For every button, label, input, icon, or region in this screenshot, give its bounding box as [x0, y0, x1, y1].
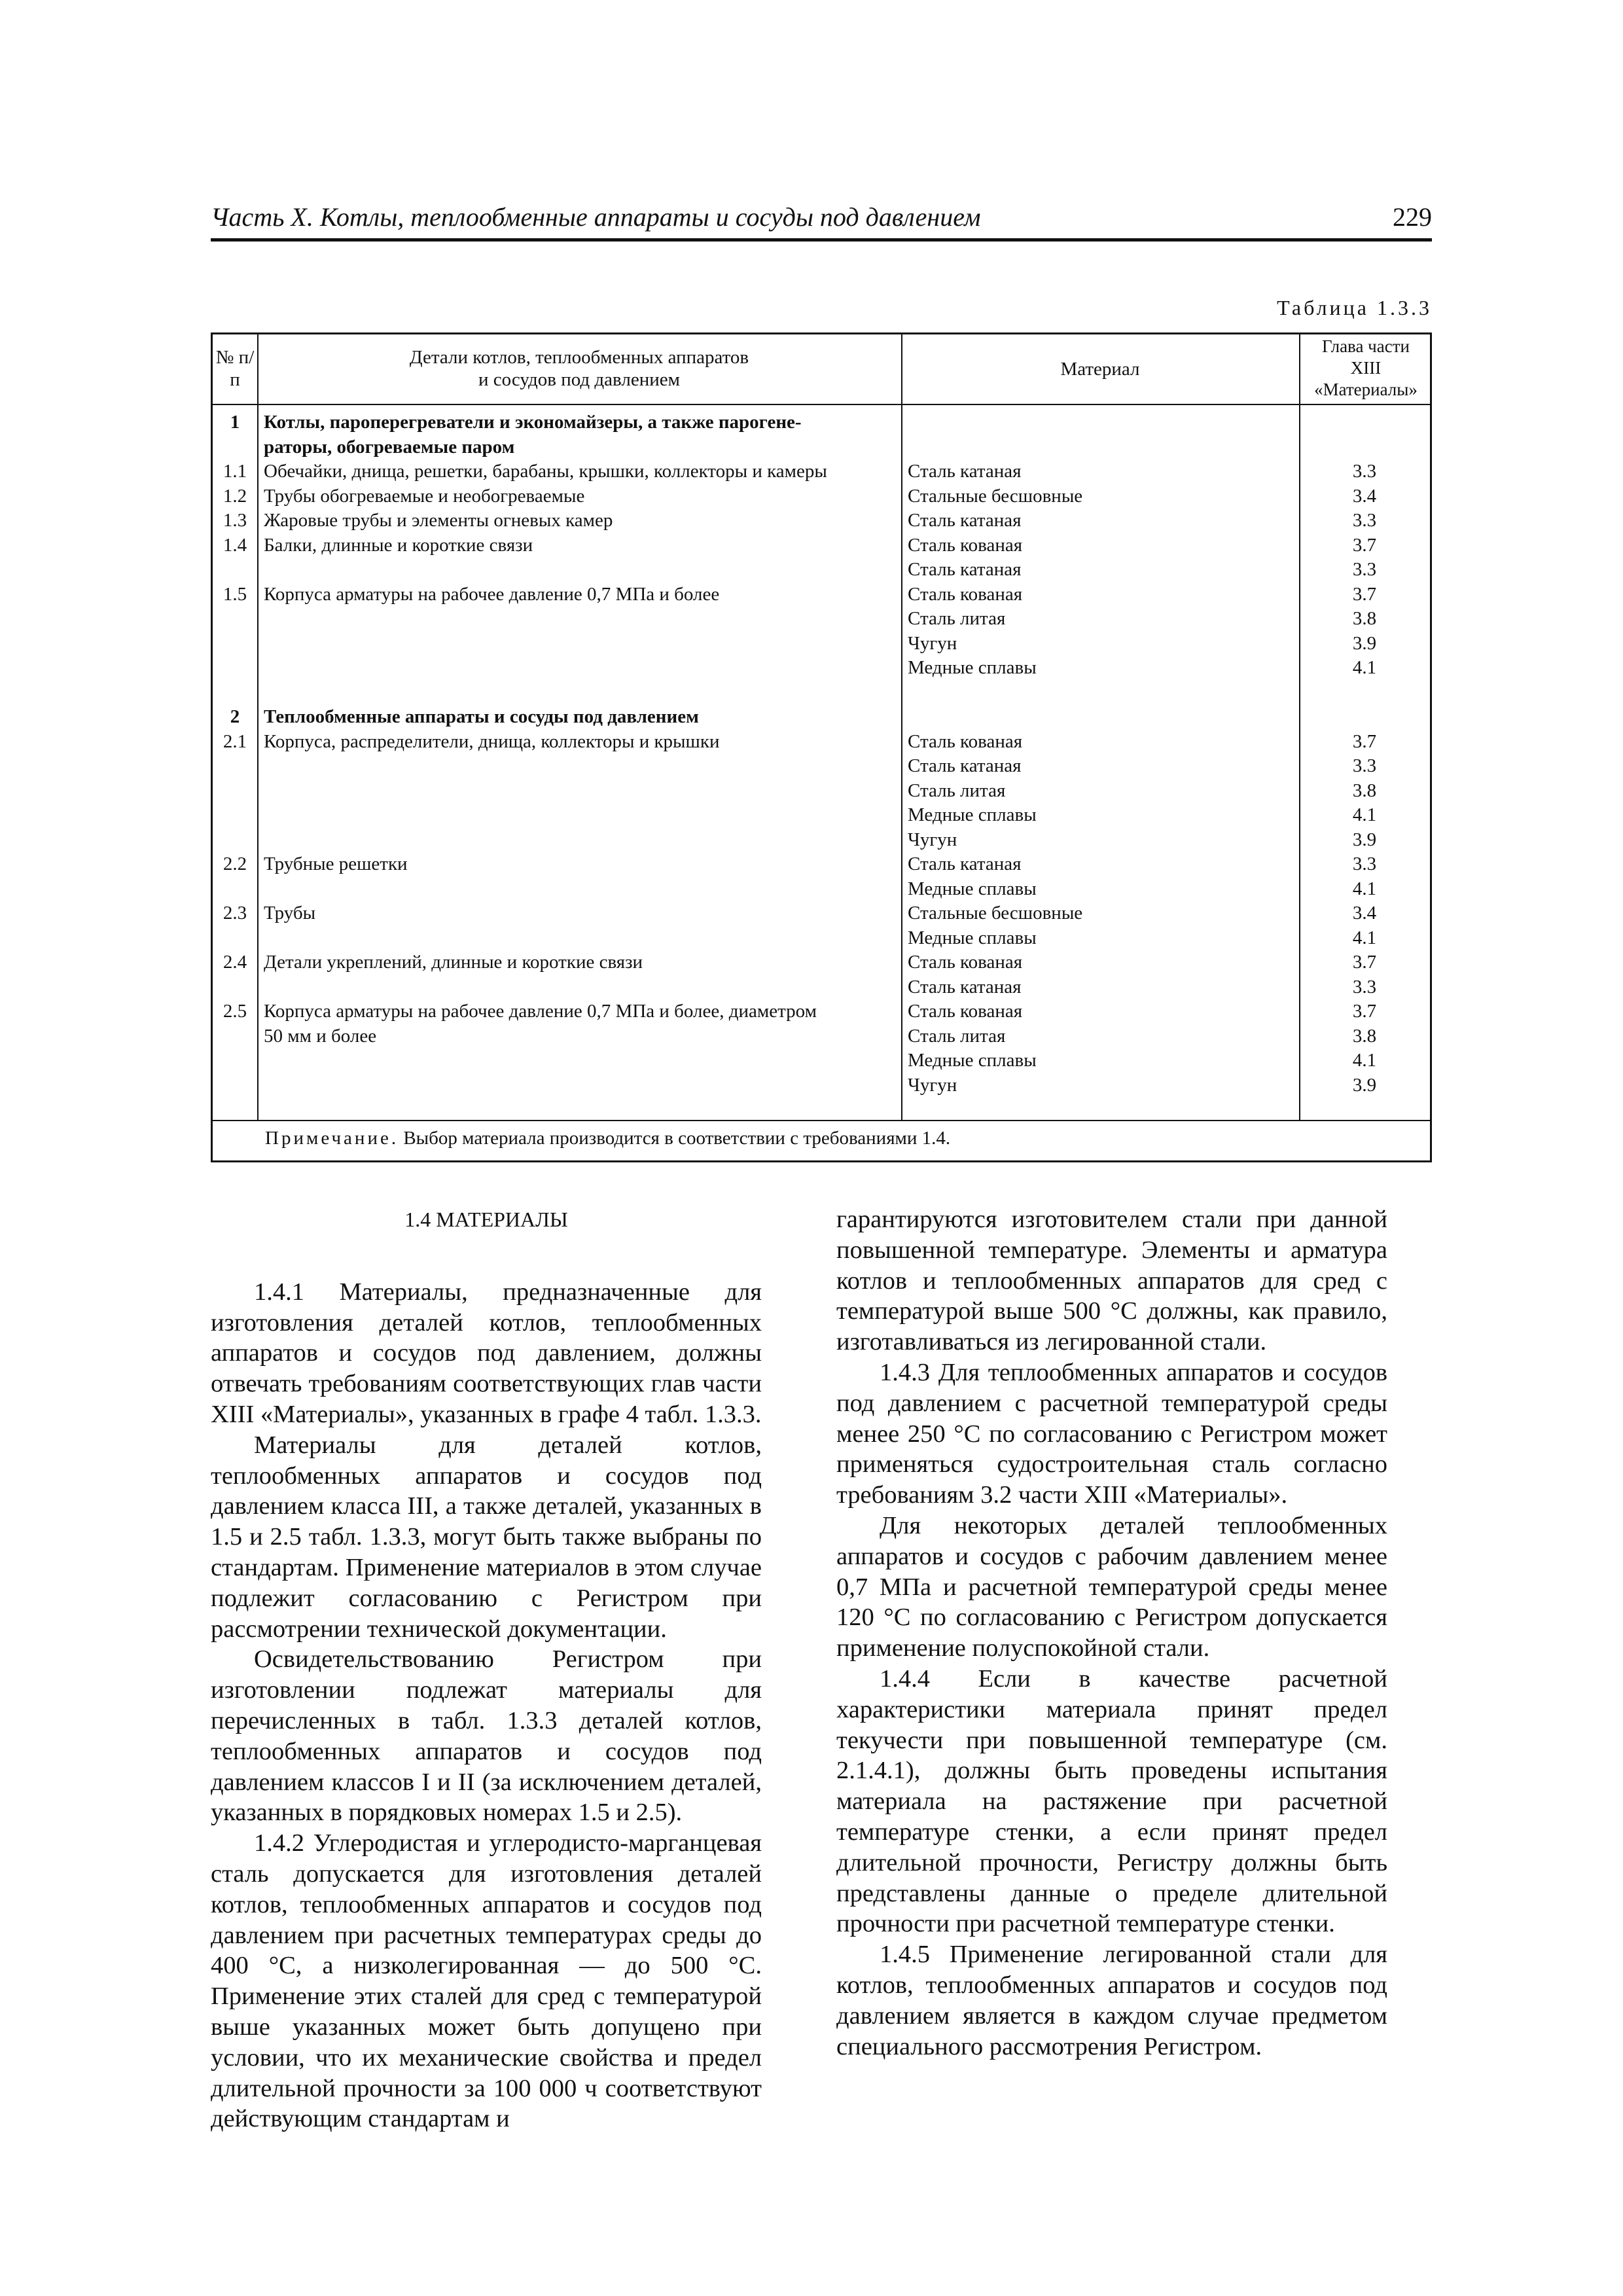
row-detail: Балки, длинные и короткие связи [264, 534, 533, 556]
text-column-right [836, 1204, 1387, 2062]
paragraph: Освидетельствованию Регистром при изготовлении подлежат материалы для перечисленных в табл. 1.3.3 деталей котлов, теплообменных аппаратов и сосудов под давлением классов I и II (за исключением деталей, указанных в порядковых номерах 1.5 и 2.5). [211, 1645, 762, 1827]
material-cell: Сталь кованая [908, 583, 1023, 605]
material-cell: Сталь кованая [908, 952, 1023, 973]
row-number: 2.1 [223, 730, 247, 752]
note-text: Выбор материала производится в соответствии с требованиями 1.4. [403, 1128, 951, 1149]
row-number: 2.4 [223, 952, 247, 973]
header-chapter-line: Глава части [1322, 336, 1410, 356]
chapter-cell: 3.9 [1352, 1074, 1377, 1096]
material-cell: Сталь катаная [908, 559, 1022, 580]
row-detail: Трубные решетки [264, 853, 408, 874]
row-number: 1 [230, 412, 240, 433]
header-chapter-line: XIII [1350, 358, 1382, 378]
paragraph: Материалы для деталей котлов, теплообменных аппаратов и сосудов под давлением класса III, а также деталей, указанных в 1.5 и 2.5 табл. 1.3.3, могут быть также выбраны по стандартам. Применение материалов в этом случае подлежит согласованию с Регистром при рассмотрении технической документации. [211, 1431, 762, 1643]
chapter-cell: 3.3 [1352, 853, 1377, 874]
chapter-cell: 3.3 [1352, 755, 1377, 776]
table-rule [213, 1120, 1430, 1121]
material-cell: Стальные бесшовные [908, 903, 1083, 924]
header-cell-material: Материал [1060, 359, 1140, 380]
row-detail: Обечайки, днища, решетки, барабаны, крышки, коллекторы и камеры [264, 461, 827, 482]
row-detail-line: раторы, обогреваемые паром [264, 436, 515, 457]
header-details-line: Детали котлов, теплообменных аппаратов [409, 347, 749, 368]
chapter-cell: 3.7 [1352, 730, 1377, 752]
row-detail-line: Котлы, пароперегреватели и экономайзеры, а также парогене- [264, 412, 802, 433]
row-number: 1.2 [223, 485, 247, 507]
row-number: 2.5 [223, 1001, 247, 1022]
header-details-line: и сосудов под давлением [478, 369, 680, 390]
chapter-cell: 4.1 [1352, 1050, 1377, 1071]
row-detail [264, 999, 817, 1049]
page-number: 229 [1393, 202, 1432, 232]
chapter-cell: 3.7 [1352, 1001, 1377, 1022]
chapter-cell: 3.8 [1352, 780, 1377, 801]
paragraph: 1.4.5 Применение легированной стали для котлов, теплообменных аппаратов и сосудов под давлением является в каждом случае предметом специального рассмотрения Регистром. [836, 1941, 1387, 2060]
chapter-cell: 3.8 [1352, 1025, 1377, 1047]
paragraph: 1.4.2 Углеродистая и углеродисто-марганцевая сталь допускается для изготовления деталей котлов, теплообменных аппаратов и сосудов под давлением при расчетных температурах среды до 400 °С, а низколегированная — до 500 °С. Применение этих сталей для сред с температурой выше указанных может быть допущено при условии, что их механические свойства и предел длительной прочности за 100 000 ч соответствуют действующим стандартам и [211, 1829, 762, 2133]
chapter-cell: 3.3 [1352, 559, 1377, 580]
row-detail-line: 50 мм и более [264, 1025, 377, 1047]
row-number: 2.3 [223, 903, 247, 924]
chapter-cell: 3.3 [1352, 510, 1377, 531]
material-cell: Сталь литая [908, 608, 1006, 629]
chapter-cell: 4.1 [1352, 927, 1377, 948]
material-cell: Сталь кованая [908, 534, 1023, 556]
row-detail: Детали укреплений, длинные и короткие связи [264, 952, 643, 973]
section-title: 1.4 МАТЕРИАЛЫ [404, 1208, 568, 1231]
chapter-cell: 3.4 [1352, 485, 1377, 507]
row-number: 1.4 [223, 534, 247, 556]
table-rule [213, 404, 1430, 405]
material-cell: Медные сплавы [908, 1050, 1037, 1071]
chapter-cell: 3.9 [1352, 829, 1377, 850]
material-cell: Сталь литая [908, 1025, 1006, 1047]
text-column-left [211, 1204, 762, 2134]
chapter-cell: 4.1 [1352, 657, 1377, 678]
chapter-cell: 3.7 [1352, 583, 1377, 605]
header-number-text: № п/п [215, 347, 255, 390]
row-detail: Трубы [264, 903, 316, 924]
table-rule [257, 334, 259, 1120]
chapter-cell: 4.1 [1352, 878, 1377, 899]
chapter-cell: 3.7 [1352, 952, 1377, 973]
row-detail: Корпуса арматуры на рабочее давление 0,7 МПа и более [264, 583, 720, 605]
material-cell: Чугун [908, 1074, 957, 1096]
header-title: Часть X. Котлы, теплообменные аппараты и сосуды под давлением [211, 202, 981, 232]
row-number: 1.3 [223, 510, 247, 531]
row-number: 2.2 [223, 853, 247, 874]
row-number: 2 [230, 706, 240, 727]
material-cell: Медные сплавы [908, 878, 1037, 899]
header-cell-number [213, 346, 257, 391]
material-cell: Сталь литая [908, 780, 1006, 801]
material-cell: Сталь катаная [908, 755, 1022, 776]
chapter-cell: 3.9 [1352, 632, 1377, 654]
note-label: Примечание. [265, 1128, 399, 1149]
material-cell: Сталь катаная [908, 976, 1022, 997]
table-rule [901, 334, 902, 1120]
row-detail: Жаровые трубы и элементы огневых камер [264, 510, 613, 531]
material-cell: Сталь катаная [908, 510, 1022, 531]
paragraph: 1.4.1 Материалы, предназначенные для изготовления деталей котлов, теплообменных аппаратов и сосудов под давлением, должны отвечать требованиям соответствующих глав части XIII «Материалы», указанных в графе 4 табл. 1.3.3. [211, 1278, 762, 1428]
material-cell: Стальные бесшовные [908, 485, 1083, 507]
chapter-cell: 3.3 [1352, 976, 1377, 997]
header-cell-details [257, 346, 901, 391]
running-header [211, 200, 1432, 242]
chapter-cell: 3.4 [1352, 903, 1377, 924]
chapter-cell: 3.8 [1352, 608, 1377, 629]
header-cell-chapter [1299, 336, 1433, 401]
paragraph: 1.4.4 Если в качестве расчетной характеристики материала принят предел текучести при повышенной температуре (см. 2.1.4.1), должны быть проведены испытания материала на растяжение при расчетной температуре стенки, а если принят предел длительной прочности, Регистру должны быть представлены данные о пределе длительной прочности при расчетной температуре стенки. [836, 1664, 1387, 1938]
material-cell: Медные сплавы [908, 657, 1037, 678]
chapter-cell: 4.1 [1352, 804, 1377, 825]
row-detail: Трубы обогреваемые и необогреваемые [264, 485, 585, 507]
chapter-cell: 3.3 [1352, 461, 1377, 482]
material-cell: Сталь катаная [908, 461, 1022, 482]
row-detail: Теплообменные аппараты и сосуды под давлением [264, 706, 699, 727]
paragraph: 1.4.3 Для теплообменных аппаратов и сосудов под давлением с расчетной температурой среды менее 250 °С по согласованию с Регистром может применяться судостроительная сталь согласно требованиям 3.2 части XIII «Материалы». [836, 1358, 1387, 1509]
material-cell: Сталь кованая [908, 730, 1023, 752]
paragraph: Для некоторых деталей теплообменных аппаратов и сосудов с рабочим давлением менее 0,7 МПа и расчетной температурой среды менее 120 °С по согласованию с Регистром допускается применение полуспокойной стали. [836, 1511, 1387, 1662]
chapter-cell: 3.7 [1352, 534, 1377, 556]
material-cell: Сталь катаная [908, 853, 1022, 874]
row-detail: Корпуса, распределители, днища, коллекторы и крышки [264, 730, 720, 752]
row-number: 1.5 [223, 583, 247, 605]
paragraph: гарантируются изготовителем стали при данной повышенной температуре. Элементы и арматура котлов и теплообменных аппаратов для сред с температурой выше 500 °С должны, как правило, изготавливаться из легированной стали. [836, 1206, 1387, 1356]
table-note [265, 1125, 950, 1151]
material-cell: Чугун [908, 632, 957, 654]
row-number: 1.1 [223, 461, 247, 482]
row-detail-line: Корпуса арматуры на рабочее давление 0,7 МПа и более, диаметром [264, 1001, 817, 1022]
material-cell: Медные сплавы [908, 927, 1037, 948]
material-cell: Чугун [908, 829, 957, 850]
material-cell: Медные сплавы [908, 804, 1037, 825]
row-detail [264, 410, 802, 459]
header-chapter-line: «Материалы» [1314, 380, 1418, 399]
materials-table [211, 332, 1432, 1162]
table-caption: Таблица 1.3.3 [1277, 296, 1432, 319]
material-cell: Сталь кованая [908, 1001, 1023, 1022]
